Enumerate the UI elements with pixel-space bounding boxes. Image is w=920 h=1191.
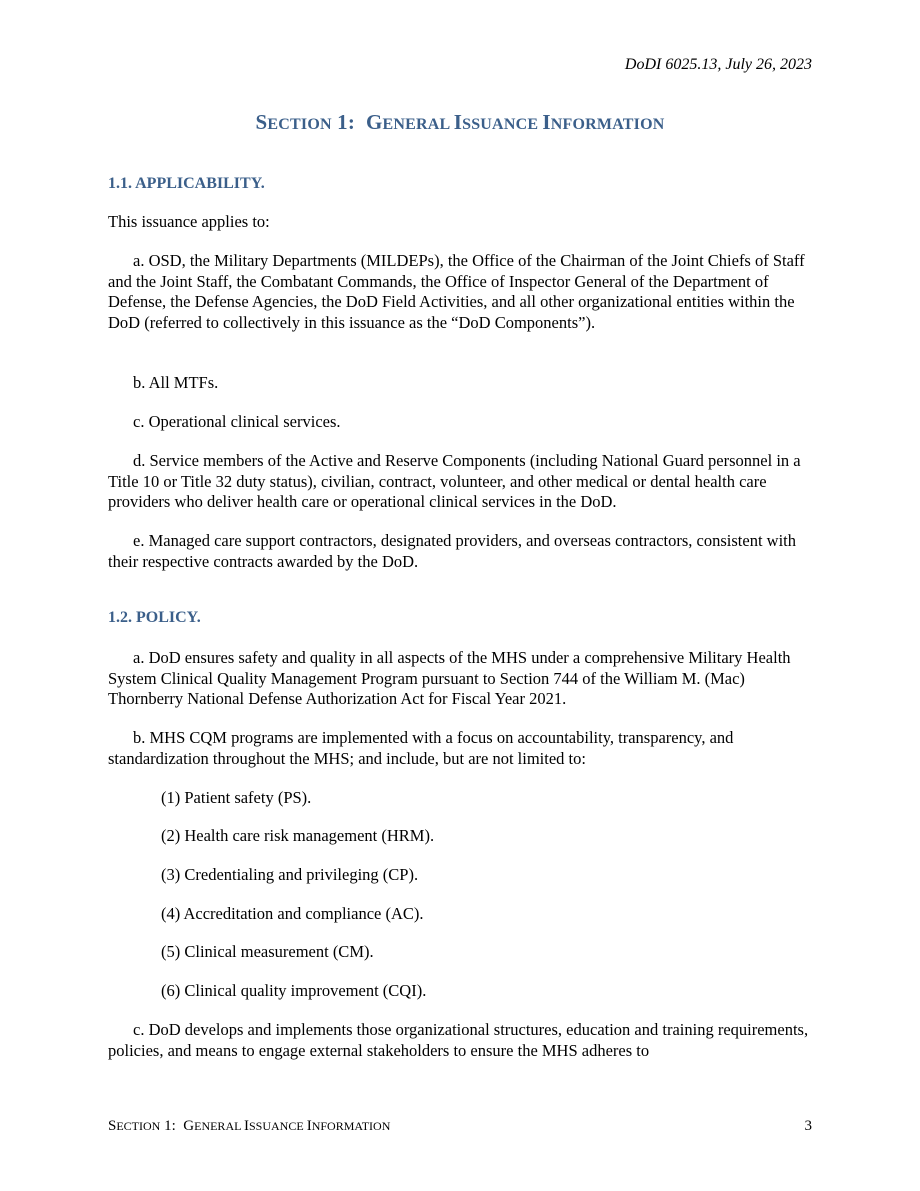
policy-item-b: b. MHS CQM programs are implemented with a focus on accountability, transparency, and standardization throughout the MHS; and include, but are not limited to: [108,728,734,768]
applicability-item-b: b. All MTFs. [133,373,219,392]
applicability-item-d: d. Service members of the Active and Reserve Components (including National Guard personnel in a Title 10 or Title 32 duty status), civilian, contract, volunteer, and other medical or dental health care providers who deliver health care or operational clinical services in the DoD. [108,451,801,511]
footer-section-label: SECTION 1: GENERAL ISSUANCE INFORMATION [108,1118,391,1134]
policy-subitem: (4) Accreditation and compliance (AC). [161,904,424,923]
policy-subitem: (2) Health care risk management (HRM). [161,826,435,845]
running-header: DoDI 6025.13, July 26, 2023 [624,56,812,73]
policy-subitem: (1) Patient safety (PS). [161,788,312,807]
policy-subitem: (5) Clinical measurement (CM). [161,942,374,961]
heading-applicability: 1.1. APPLICABILITY. [108,175,265,192]
heading-policy: 1.2. POLICY. [108,609,201,626]
applicability-intro: This issuance applies to: [108,212,270,231]
policy-item-c: c. DoD develops and implements those organizational structures, education and training requirements, policies, and means to engage external stakeholders to ensure the MHS adheres to [108,1020,809,1060]
applicability-item-e: e. Managed care support contractors, designated providers, and overseas contractors, consistent with their respective contracts awarded by the DoD. [108,531,796,571]
section-title: SECTION 1: GENERAL ISSUANCE INFORMATION [255,110,665,134]
page-number: 3 [804,1118,812,1134]
applicability-item-a: a. OSD, the Military Departments (MILDEPs), the Office of the Chairman of the Joint Chiefs of Staff and the Joint Staff, the Combatant Commands, the Office of Inspector General of the Department of Defense, the Defense Agencies, the DoD Field Activities, and all other organizational entities within the DoD (referred to collectively in this issuance as the “DoD Components”). [108,251,805,332]
applicability-item-c: c. Operational clinical services. [133,412,341,431]
policy-subitem: (3) Credentialing and privileging (CP). [161,865,419,884]
page-footer [108,1118,812,1135]
policy-item-a: a. DoD ensures safety and quality in all aspects of the MHS under a comprehensive Military Health System Clinical Quality Management Program pursuant to Section 744 of the William M. (Mac) Thornberry National Defense Authorization Act for Fiscal Year 2021. [108,648,791,708]
policy-subitem: (6) Clinical quality improvement (CQI). [161,981,427,1000]
